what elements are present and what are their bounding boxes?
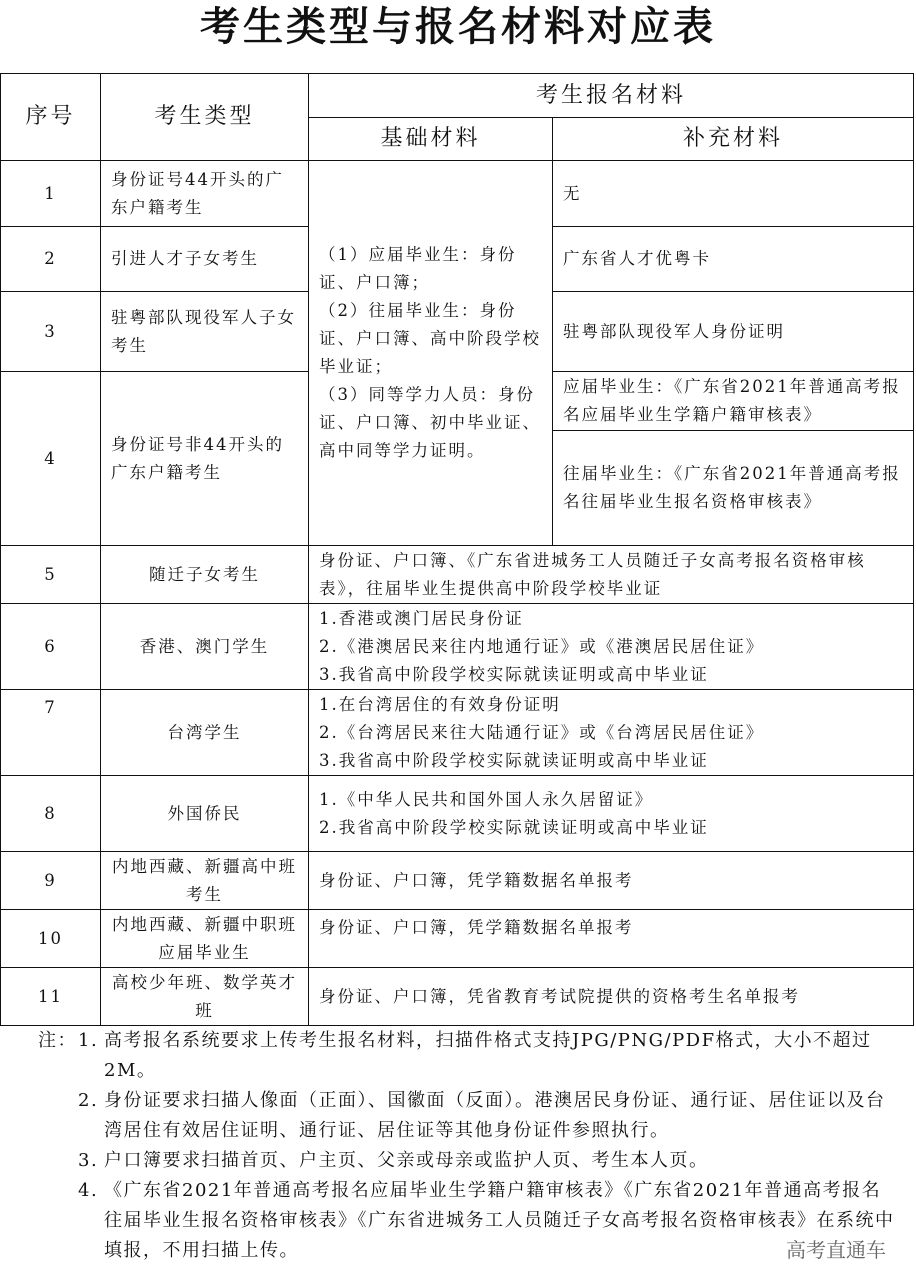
table-row xyxy=(1,161,914,227)
note-number: 2. xyxy=(78,1090,99,1111)
material-line: 1.在台湾居住的有效身份证明 xyxy=(319,694,561,714)
header-type: 考生类型 xyxy=(101,74,309,161)
table-row xyxy=(1,546,914,604)
row-materials: 身份证、户口簿，凭省教育考试院提供的资格考生名单报考 xyxy=(309,968,914,1026)
row-materials xyxy=(309,776,914,852)
note-item xyxy=(0,1146,900,1176)
note-item xyxy=(0,1086,900,1146)
table-row xyxy=(1,690,914,776)
row-type: 外国侨民 xyxy=(101,776,309,852)
page-title: 考生类型与报名材料对应表 xyxy=(200,4,716,50)
note-number: 4. xyxy=(78,1180,99,1201)
row-supplementary: 驻粤部队现役军人身份证明 xyxy=(553,292,914,372)
row-materials xyxy=(309,690,914,776)
material-line: 2.《台湾居民来往大陆通行证》或《台湾居民居住证》 xyxy=(319,722,765,742)
table-row xyxy=(1,776,914,852)
basic-material-line: （1）应届毕业生：身份证、户口簿； xyxy=(319,245,517,292)
watermark: 高考直通车 xyxy=(786,1238,886,1262)
note-text: 《广东省2021年普通高考报名应届毕业生学籍户籍审核表》《广东省2021年普通高考报名往届毕业生报名资格审核表》《广东省进城务工人员随迁子女高考报名资格审核表》在系统中填报，不用扫描上传。 xyxy=(104,1180,895,1261)
row-type: 台湾学生 xyxy=(101,690,309,776)
row-type: 身份证号非44开头的广东户籍考生 xyxy=(101,372,309,546)
row-type: 内地西藏、新疆中职班应届毕业生 xyxy=(101,910,309,968)
row-number: 5 xyxy=(1,546,101,604)
row-type: 驻粤部队现役军人子女考生 xyxy=(101,292,309,372)
note-text: 户口簿要求扫描首页、户主页、父亲或母亲或监护人页、考生本人页。 xyxy=(104,1150,709,1171)
note-item xyxy=(0,1176,900,1266)
materials-table xyxy=(0,73,914,1026)
row-materials xyxy=(309,604,914,690)
header-row xyxy=(1,74,914,118)
row-number: 7 xyxy=(1,690,101,776)
table-row xyxy=(1,604,914,690)
note-text: 身份证要求扫描人像面（正面）、国徽面（反面）。港澳居民身份证、通行证、居住证以及台湾居住有效居住证明、通行证、居住证等其他身份证件参照执行。 xyxy=(104,1090,886,1141)
row-type: 引进人才子女考生 xyxy=(101,227,309,292)
header-basic: 基础材料 xyxy=(309,118,553,161)
material-line: 3.我省高中阶段学校实际就读证明或高中毕业证 xyxy=(319,750,709,770)
row-type: 高校少年班、数学英才班 xyxy=(101,968,309,1026)
notes-section xyxy=(0,1026,900,1266)
material-line: 1.《中华人民共和国外国人永久居留证》 xyxy=(319,789,654,809)
material-line: 2.《港澳居民来往内地通行证》或《港澳居民居住证》 xyxy=(319,636,765,656)
row-type: 身份证号44开头的广东户籍考生 xyxy=(101,161,309,227)
note-number: 3. xyxy=(78,1150,99,1171)
row-number: 1 xyxy=(1,161,101,227)
header-supplementary: 补充材料 xyxy=(553,118,914,161)
row-supplementary: 无 xyxy=(553,161,914,227)
row-supplementary-previous: 往届毕业生：《广东省2021年普通高考报名往届毕业生报名资格审核表》 xyxy=(553,431,914,546)
note-number: 1. xyxy=(78,1030,99,1051)
row-type: 随迁子女考生 xyxy=(101,546,309,604)
header-seq: 序号 xyxy=(1,74,101,161)
row-number: 10 xyxy=(1,910,101,968)
row-supplementary: 广东省人才优粤卡 xyxy=(553,227,914,292)
row-number: 3 xyxy=(1,292,101,372)
header-materials: 考生报名材料 xyxy=(309,74,914,118)
material-line: 3.我省高中阶段学校实际就读证明或高中毕业证 xyxy=(319,664,709,684)
basic-material-line: （3）同等学力人员：身份证、户口簿、初中毕业证、高中同等学力证明。 xyxy=(319,385,541,460)
row-type: 内地西藏、新疆高中班考生 xyxy=(101,852,309,910)
row-materials: 身份证、户口簿，凭学籍数据名单报考 xyxy=(309,852,914,910)
note-text: 高考报名系统要求上传考生报名材料，扫描件格式支持JPG/PNG/PDF格式，大小不超过2M。 xyxy=(104,1030,872,1081)
row-materials: 身份证、户口簿、《广东省进城务工人员随迁子女高考报名资格审核表》，往届毕业生提供高中阶段学校毕业证 xyxy=(309,546,914,604)
row-materials: 身份证、户口簿，凭学籍数据名单报考 xyxy=(309,910,914,968)
row-number: 2 xyxy=(1,227,101,292)
row-type: 香港、澳门学生 xyxy=(101,604,309,690)
table-row xyxy=(1,910,914,968)
row-number: 11 xyxy=(1,968,101,1026)
row-number: 9 xyxy=(1,852,101,910)
row-number: 6 xyxy=(1,604,101,690)
basic-material-line: （2）往届毕业生：身份证、户口簿、高中阶段学校毕业证； xyxy=(319,301,541,376)
row-number: 4 xyxy=(1,372,101,546)
table-row xyxy=(1,968,914,1026)
note-item xyxy=(0,1026,900,1086)
notes-label: 注： xyxy=(38,1030,77,1051)
row-number: 8 xyxy=(1,776,101,852)
row-supplementary-current: 应届毕业生：《广东省2021年普通高考报名应届毕业生学籍户籍审核表》 xyxy=(553,372,914,431)
basic-materials xyxy=(309,161,553,546)
material-line: 1.香港或澳门居民身份证 xyxy=(319,608,524,628)
table-row xyxy=(1,852,914,910)
material-line: 2.我省高中阶段学校实际就读证明或高中毕业证 xyxy=(319,817,709,837)
